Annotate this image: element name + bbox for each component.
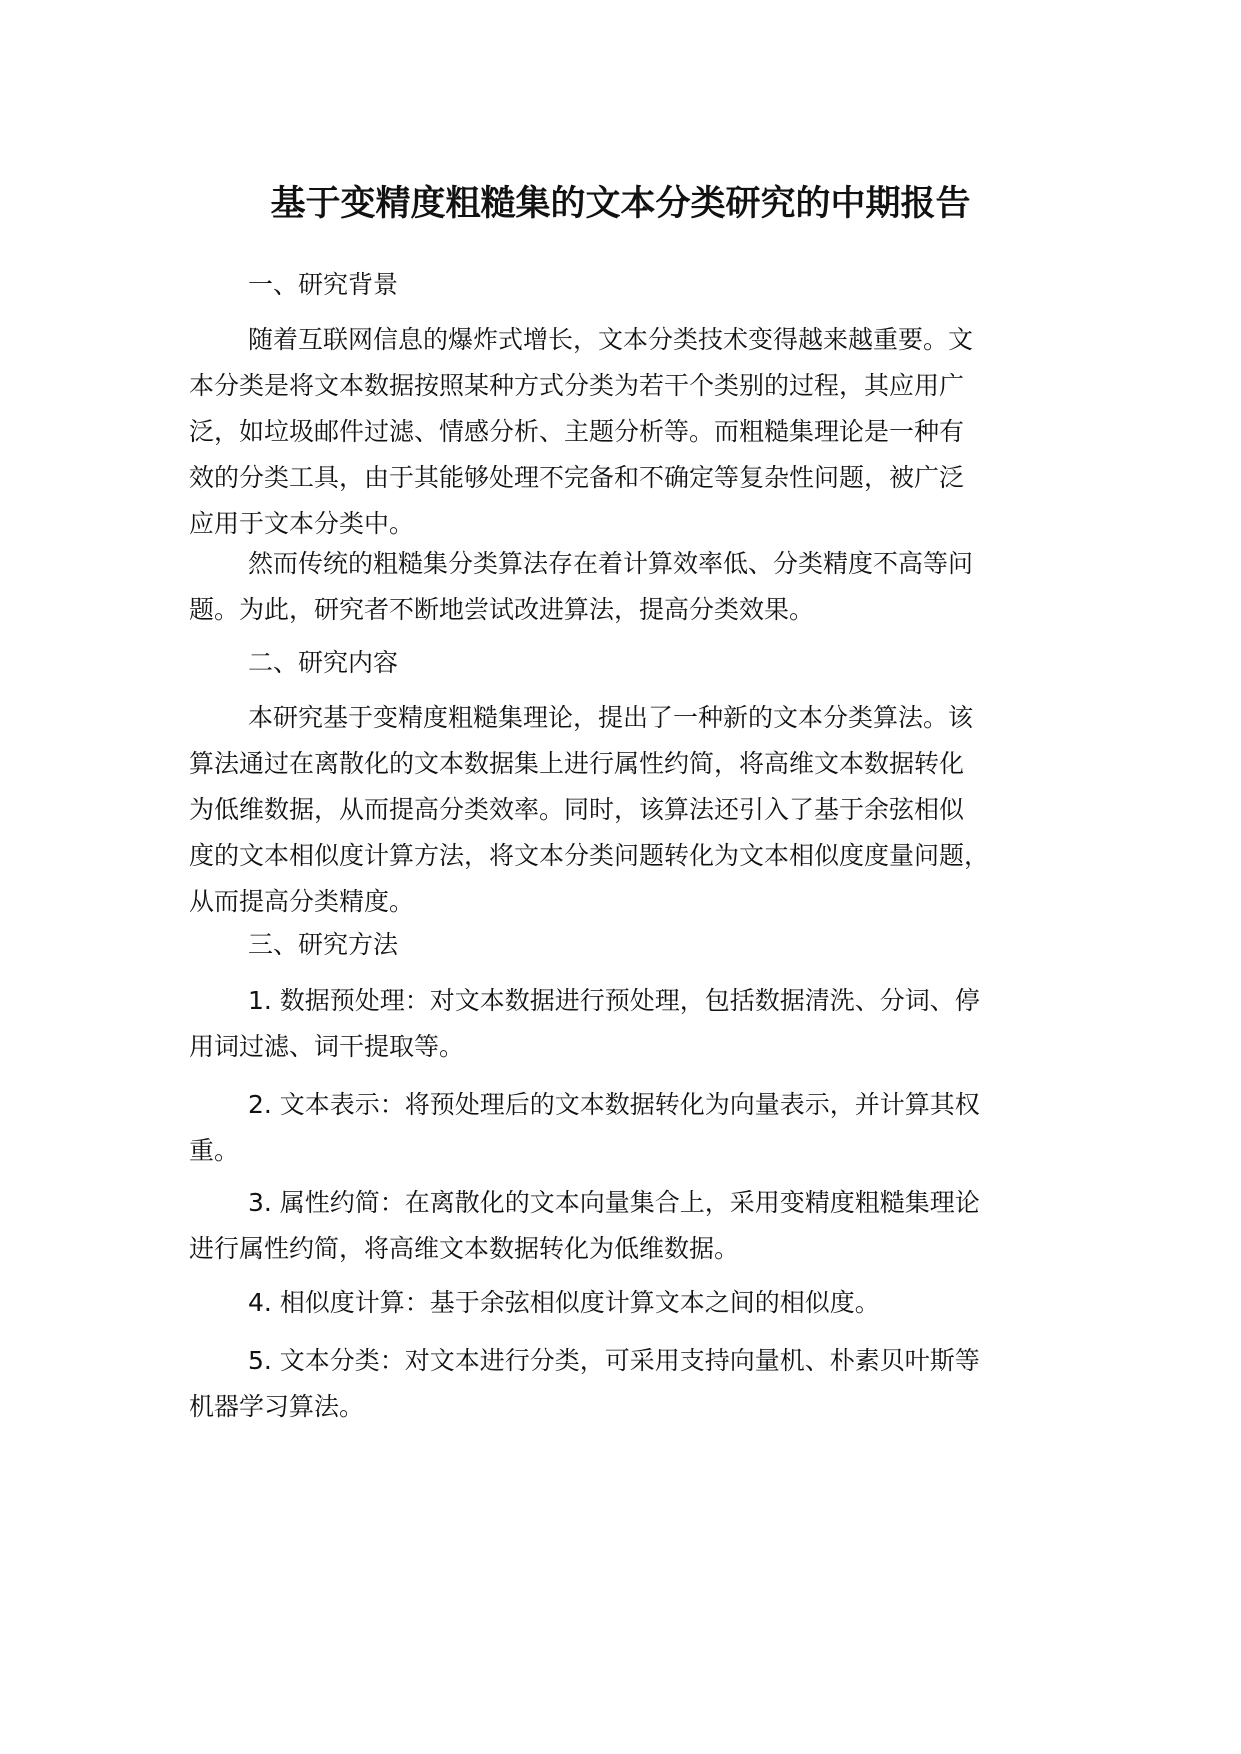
section-heading-content: 二、研究内容 [248,648,399,677]
paragraph-line: 用词过滤、词干提取等。 [189,1032,465,1061]
paragraph-line: 4. 相似度计算：基于余弦相似度计算文本之间的相似度。 [248,1288,880,1317]
paragraph-line: 题。为此，研究者不断地尝试改进算法，提高分类效果。 [189,595,815,624]
paragraph-line: 然而传统的粗糙集分类算法存在着计算效率低、分类精度不高等问 [248,549,974,578]
paragraph-line: 泛，如垃圾邮件过滤、情感分析、主题分析等。而粗糙集理论是一种有 [189,417,965,446]
paragraph-line: 应用于文本分类中。 [189,509,415,538]
paragraph-line: 机器学习算法。 [189,1392,365,1421]
section-heading-method: 三、研究方法 [248,930,399,959]
method-step-2 [189,1082,1089,1174]
paragraph-line: 本研究基于变精度粗糙集理论，提出了一种新的文本分类算法。该 [248,703,974,732]
paragraph-line: 本分类是将文本数据按照某种方式分类为若干个类别的过程，其应用广 [189,371,965,400]
paragraph-line: 度的文本相似度计算方法，将文本分类问题转化为文本相似度度量问题， [189,841,990,870]
document-title: 基于变精度粗糙集的文本分类研究的中期报告 [270,184,971,224]
paragraph-background-1 [189,317,1089,547]
paragraph-line: 2. 文本表示：将预处理后的文本数据转化为向量表示，并计算其权 [248,1090,980,1119]
paragraph-background-2 [189,541,1089,633]
method-step-5 [189,1338,1089,1430]
method-step-1 [189,978,1089,1070]
method-step-4 [189,1280,1089,1326]
section-heading-background: 一、研究背景 [248,270,399,299]
paragraph-line: 1. 数据预处理：对文本数据进行预处理，包括数据清洗、分词、停 [248,986,980,1015]
paragraph-line: 重。 [189,1136,240,1165]
paragraph-line: 随着互联网信息的爆炸式增长，文本分类技术变得越来越重要。文 [248,325,974,354]
paragraph-line: 3. 属性约简：在离散化的文本向量集合上，采用变精度粗糙集理论 [248,1188,980,1217]
paragraph-line: 5. 文本分类：对文本进行分类，可采用支持向量机、朴素贝叶斯等 [248,1346,980,1375]
paragraph-line: 效的分类工具，由于其能够处理不完备和不确定等复杂性问题，被广泛 [189,463,965,492]
paragraph-line: 为低维数据，从而提高分类效率。同时，该算法还引入了基于余弦相似 [189,795,965,824]
paragraph-line: 算法通过在离散化的文本数据集上进行属性约简，将高维文本数据转化 [189,749,965,778]
method-step-3 [189,1180,1089,1272]
paragraph-content-1 [189,695,1089,925]
paragraph-line: 进行属性约简，将高维文本数据转化为低维数据。 [189,1234,740,1263]
paragraph-line: 从而提高分类精度。 [189,887,415,916]
